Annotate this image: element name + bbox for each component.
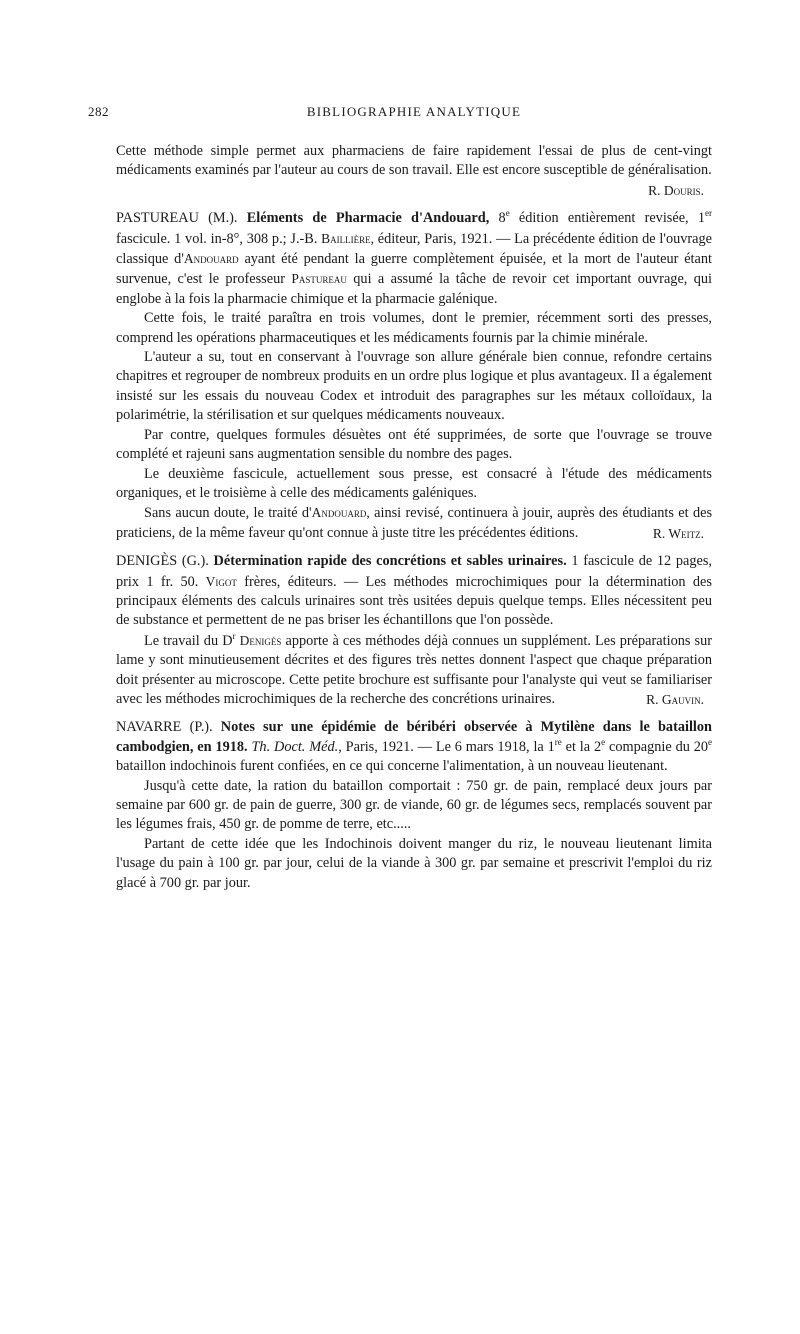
- paragraph: [116, 142, 712, 198]
- paragraph: Partant de cette idée que les Indochinois doivent manger du riz, le nouveau lieutenant limita l'usage du pain à 100 gr. par jour, celui de la viande à 300 gr. par semaine et prescrivit l'emploi du riz glacé à 700 gr. par jour.: [116, 835, 712, 891]
- reviewer-signature: [618, 690, 712, 710]
- paragraph-text: apporte à ces méthodes déjà connues un supplément. Les préparations sur lame y sont minutieusement décrites et des figures très nettes donnent l'aspect que chaque préparation doit présenter au microscope. Cette petite brochure est suffisante pour l'analyste qui veut se familiariser avec les méthodes microchimiques de la recherche des concrétions urinaires.: [116, 632, 712, 707]
- ordinal-suffix: re: [554, 737, 562, 748]
- paragraph: Cette fois, le traité paraîtra en trois volumes, dont le premier, récemment sorti des presses, comprend les opérations pharmaceutiques et les médicaments fournis par la chimie minérale.: [116, 310, 712, 346]
- paragraph-text: Le travail du D: [144, 632, 233, 649]
- person-name: Pastureau: [291, 271, 347, 287]
- book-title: Notes sur une épidémie de béribéri observée à Mytilène dans le bataillon cambodgien, en 1918.: [116, 719, 713, 755]
- person-name: Andouard,: [311, 505, 370, 521]
- paragraph-text: qui a assumé la tâche de revoir cet important ouvrage, qui englobe à la fois la pharmacie chimique et la pharmacie galénique.: [116, 271, 713, 307]
- edition-suffix: e: [505, 208, 510, 219]
- publisher-info: éditeur, Paris, 1921. —: [377, 230, 511, 247]
- page-body: [116, 142, 712, 893]
- paragraph: [116, 631, 712, 711]
- author-name: PASTUREAU (M.).: [116, 210, 238, 227]
- volume-info: 1 fascicule de 12 pages, prix 1 fr. 50.: [116, 553, 712, 590]
- book-title: Eléments de Pharmacie d'Andouard,: [246, 210, 490, 227]
- bibliographic-reference: [116, 552, 712, 631]
- review-pastureau: [116, 209, 712, 544]
- paragraph: Par contre, quelques formules désuètes ont été supprimées, de sorte que l'ouvrage se trouve complété et rajeuni sans augmentation sensible du nombre des pages.: [116, 426, 712, 463]
- person-name: Andouard: [183, 251, 239, 267]
- paragraph-text: compagnie du 20: [609, 738, 709, 755]
- signature-text: R. Douris.: [648, 182, 704, 198]
- edition-note: édition entièrement revisée,: [518, 210, 689, 227]
- paragraph: L'auteur a su, tout en conservant à l'ouvrage son allure générale bien connue, refondre certains chapitres et regrouper de nombreux produits en un ordre plus logique et plus avantageux. Il a également insisté sur les essais du nouveau Codex et introduit des paragraphes sur les métaux colloïdaux, la polarimétrie, la stérilisation et sur quelques médicaments nouveaux.: [116, 349, 712, 424]
- signature-text: R. Weitz.: [652, 525, 704, 541]
- page-number: 282: [88, 104, 109, 119]
- edition-number: 8: [498, 210, 506, 227]
- ordinal-suffix: e: [601, 737, 606, 748]
- signature-text: R. Gauvin.: [646, 691, 704, 707]
- book-title: Détermination rapide des concrétions et sables urinaires.: [213, 553, 567, 570]
- paragraph-text: ayant été pendant la guerre complètement épuisée, et la mort de l'auteur étant survenue, c'est le professeur: [116, 251, 712, 288]
- bibliographic-reference: [116, 209, 712, 309]
- review-previous-end: [116, 142, 712, 201]
- paragraph: [116, 503, 712, 544]
- paragraph-text: La précédente édition de l'ouvrage classique d': [116, 230, 712, 268]
- author-name: DENIGÈS (G.).: [116, 553, 209, 570]
- reviewer-signature: [648, 181, 712, 201]
- publisher-name: Vigot: [205, 573, 237, 589]
- thesis-note: Th. Doct. Méd.,: [251, 738, 342, 755]
- reviewer-signature: [625, 524, 712, 544]
- fascicle-suffix: er: [705, 208, 713, 219]
- paragraph-text: ainsi revisé, continuera à jouir, auprès des étudiants et des praticiens, de la même faveur qu'ont connue à juste titre les précédentes éditions.: [116, 505, 713, 541]
- bibliographic-reference: [116, 718, 712, 776]
- ordinal-suffix: e: [708, 737, 713, 748]
- paragraph-text: frères, éditeurs. — Les méthodes microchimiques pour la détermination des principaux éléments des calculs urinaires sont très usitées depuis quelque temps. Elles nécessitent peu de substance et permettent de ne pas briser les échantillons que l'on possède.: [116, 573, 712, 629]
- fascicle-number: 1: [697, 210, 706, 227]
- paragraph: Le deuxième fascicule, actuellement sous presse, est consacré à l'étude des médicaments organiques, et le troisième à celle des médicaments galéniques.: [116, 465, 712, 501]
- running-title: BIBLIOGRAPHIE ANALYTIQUE: [306, 104, 522, 119]
- review-navarre: [116, 718, 712, 893]
- author-name: NAVARRE (P.).: [116, 719, 213, 736]
- title-suffix: r: [232, 630, 236, 641]
- volume-info: fascicule. 1 vol. in-8°, 308 p.; J.-B.: [116, 230, 318, 247]
- paragraph-text: Paris, 1921. — Le 6 mars 1918, la 1: [345, 738, 555, 755]
- publisher-name: Baillière,: [321, 230, 375, 246]
- person-name: Denigès: [239, 632, 282, 648]
- paragraph-text: bataillon indochinois furent confiées, en ce qui concerne l'alimentation, à un nouveau lieutenant.: [116, 758, 668, 775]
- paragraph: Jusqu'à cette date, la ration du bataillon comportait : 750 gr. de pain, remplacé deux jours par semaine par 600 gr. de pain de guerre, 300 gr. de viande, 60 gr. de légumes secs, remplacés souvent par les légumes frais, 450 gr. de pomme de terre, etc.....: [116, 777, 712, 833]
- paragraph-text: Sans aucun doute, le traité d': [144, 505, 312, 522]
- running-head: [88, 104, 712, 128]
- paragraph-text: Cette méthode simple permet aux pharmaciens de faire rapidement l'essai de plus de cent-vingt médicaments examinés par l'auteur au cours de son travail. Elle est encore susceptible de généralisation.: [116, 143, 712, 179]
- review-deniges: [116, 552, 712, 710]
- paragraph-text: et la 2: [565, 738, 602, 755]
